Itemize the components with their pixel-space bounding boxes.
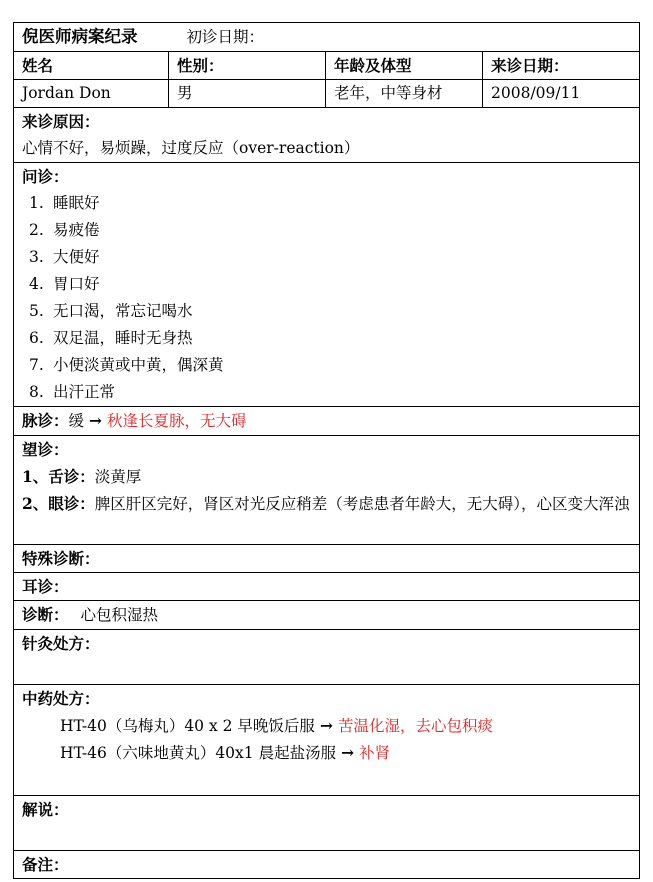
arrow-right-icon: → (89, 411, 103, 430)
visit-date: 2008/09/11 (483, 80, 640, 108)
info-value-row (14, 80, 640, 108)
list-item: 6. 双足温，睡时无身热 (29, 329, 193, 347)
patient-gender: 男 (169, 80, 326, 108)
case-record-table (13, 22, 640, 879)
herbal-label: 中药处方： (22, 689, 100, 708)
reason-label: 来诊原因： (22, 112, 100, 131)
list-item: 3. 大便好 (29, 248, 100, 266)
acupuncture-label: 针灸处方： (22, 634, 100, 653)
pulse-row (14, 407, 640, 436)
special-row (14, 545, 640, 573)
list-item: 7. 小便淡黄或中黄，偶深黄 (29, 356, 224, 374)
ear-row (14, 573, 640, 601)
list-item: 2. 易疲倦 (29, 221, 100, 239)
eye-diagnosis: 2、眼诊：脾区肝区完好，肾区对光反应稍差（考虑患者年龄大，无大碍），心区变大浑浊 (22, 494, 630, 513)
record-title: 倪医师病案纪录 (22, 27, 138, 46)
arrow-right-icon: → (341, 743, 355, 762)
patient-name: Jordan Don (14, 80, 169, 108)
info-header-row (14, 52, 640, 80)
special-diagnosis-label: 特殊诊断： (14, 545, 640, 573)
gender-label: 性别： (169, 52, 326, 80)
diagnosis-label: 诊断： (22, 605, 69, 624)
inquiry-row (14, 163, 640, 407)
notes-row (14, 851, 640, 879)
visit-date-label: 来诊日期： (483, 52, 640, 80)
reason-text: 心情不好，易烦躁，过度反应（over-reaction） (22, 139, 360, 157)
title-row (14, 23, 640, 52)
list-item: 1. 睡眠好 (29, 194, 100, 212)
tongue-diagnosis: 1、舌诊：淡黄厚 (22, 467, 142, 486)
observation-row (14, 436, 640, 545)
ear-diagnosis-label: 耳诊： (14, 573, 640, 601)
patient-age: 老年，中等身材 (326, 80, 483, 108)
list-item: 4. 胃口好 (29, 275, 100, 293)
pulse-label: 脉诊： (22, 411, 69, 430)
age-label: 年龄及体型 (326, 52, 483, 80)
first-visit-date-label: 初诊日期： (186, 28, 264, 46)
pulse-text: 缓 (68, 412, 85, 430)
inquiry-label: 问诊： (22, 167, 69, 186)
arrow-right-icon: → (319, 716, 333, 735)
acupuncture-row (14, 630, 640, 685)
list-item: 8. 出汗正常 (29, 383, 116, 401)
case-record-sheet (13, 22, 639, 879)
explanation-row (14, 796, 640, 851)
notes-label: 备注： (14, 851, 640, 879)
explanation-label: 解说： (22, 800, 69, 819)
reason-row (14, 108, 640, 163)
diagnosis-row (14, 601, 640, 630)
observation-label: 望诊： (22, 440, 69, 459)
prescription-item: HT-46（六味地黄丸）40x1 晨起盐汤服 → 补肾 (60, 743, 391, 762)
pulse-result: 秋逢长夏脉，无大碍 (107, 412, 247, 430)
name-label: 姓名 (14, 52, 169, 80)
herbal-row (14, 685, 640, 796)
diagnosis-text: 心包积湿热 (80, 606, 159, 624)
prescription-item: HT-40（乌梅丸）40 x 2 早晚饭后服 → 苦温化湿，去心包积痰 (60, 716, 493, 735)
list-item: 5. 无口渴，常忘记喝水 (29, 302, 193, 320)
